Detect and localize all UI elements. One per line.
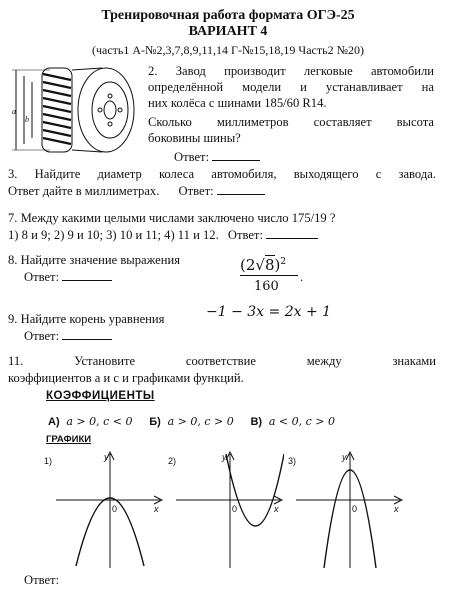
task7-question: 7. Между какими целыми числами заключено число 175/19 ?: [8, 211, 336, 225]
task11-answer-label: Ответ:: [24, 573, 60, 587]
task2-line2: определённой модели и устанавливает на: [148, 80, 434, 94]
task9-answer-label: Ответ:: [24, 329, 60, 343]
graph-2-origin: 0: [232, 504, 238, 514]
graph-1-x-label: x: [154, 504, 159, 514]
task2-line1: 2. Завод производит легковые автомобили: [148, 64, 434, 78]
graph-3-origin: 0: [352, 504, 358, 514]
task7-answer-blank[interactable]: [266, 228, 318, 239]
tire-wheel-figure: [10, 62, 144, 158]
graph-3-y-label: y: [342, 452, 347, 462]
task3-line2-row: [8, 184, 265, 199]
document-title: Тренировочная работа формата ОГЭ-25: [101, 8, 355, 23]
task9-equation: −1 − 3x = 2x + 1: [206, 304, 332, 320]
coef-option-b-label: Б): [149, 416, 161, 428]
graph-3: [284, 448, 404, 570]
task8-denominator: 160: [254, 279, 279, 294]
task8-num-open: (2: [240, 256, 256, 274]
graph-1-y-label: y: [104, 452, 109, 462]
graph-2-y-label: y: [222, 452, 227, 462]
graph-3-label: 3): [288, 456, 297, 466]
graph-1-origin: 0: [112, 504, 118, 514]
task3-answer-blank[interactable]: [217, 184, 265, 195]
graph-2-x-label: x: [274, 504, 279, 514]
task3-answer-label: Ответ:: [178, 184, 214, 198]
task8-numerator: [240, 252, 286, 275]
task8-num-close: ): [274, 256, 281, 274]
task3-line1: 3. Найдите диаметр колеса автомобиля, выходящего с завода.: [8, 167, 436, 181]
parts-info: (часть1 А-№2,3,7,8,9,11,14 Г-№15,18,19 Часть2 №20): [91, 43, 365, 57]
graph-2-label: 2): [168, 456, 177, 466]
coefficients-heading: КОЭФФИЦИЕНТЫ: [46, 390, 155, 402]
task7-answer-label: Ответ:: [227, 228, 263, 242]
graph-2: [164, 448, 284, 570]
task9-question: 9. Найдите корень уравнения: [8, 312, 165, 326]
task2-line5: боковины шины?: [148, 131, 241, 145]
coef-option-a-cond: a > 0, c < 0: [66, 415, 133, 428]
tire-label-b: b: [25, 115, 29, 124]
coef-option-v-cond: a < 0, c > 0: [268, 415, 335, 428]
tire-label-a: a: [12, 107, 16, 116]
coef-options-row: [48, 414, 335, 430]
task8-question: 8. Найдите значение выражения: [8, 253, 181, 267]
task7-options-row: [8, 228, 318, 243]
task2-answer-blank[interactable]: [212, 150, 260, 161]
task8-dot: .: [300, 269, 304, 284]
task2-line4: Сколько миллиметров составляет высота: [148, 115, 434, 129]
graph-1-label: 1): [44, 456, 53, 466]
task8-answer-row: [24, 270, 112, 285]
task11-line2: коэффициентов a и c и графиками функций.: [8, 371, 244, 385]
task9-answer-blank[interactable]: [62, 329, 112, 340]
task2-answer-label: Ответ:: [174, 150, 210, 164]
task2-line3: них колёса с шинами 185/60 R14.: [148, 96, 327, 110]
task8-answer-label: Ответ:: [24, 270, 60, 284]
task8-exponent: 2: [280, 257, 287, 267]
task2-answer-row: [174, 150, 260, 165]
task8-answer-blank[interactable]: [62, 270, 112, 281]
task7-options: 1) 8 и 9; 2) 9 и 10; 3) 10 и 11; 4) 11 и 12.: [8, 228, 219, 242]
task8-radicand: 8: [264, 256, 275, 274]
task9-answer-row: [24, 329, 112, 344]
task11-line1: 11. Установите соответствие между знаками: [8, 354, 436, 368]
coef-option-v-label: В): [250, 416, 263, 428]
task8-fraction-bar: [240, 275, 298, 276]
task8-expression: [240, 252, 320, 300]
sqrt-sign-icon: √: [255, 256, 265, 274]
task3-line2: Ответ дайте в миллиметрах.: [8, 184, 160, 198]
coef-option-a-label: А): [48, 416, 60, 428]
graphs-heading: ГРАФИКИ: [46, 434, 92, 445]
variant-title: ВАРИАНТ 4: [188, 24, 268, 39]
coef-option-b-cond: a > 0, c > 0: [167, 415, 234, 428]
graph-1: [44, 448, 164, 570]
graph-3-x-label: x: [394, 504, 399, 514]
